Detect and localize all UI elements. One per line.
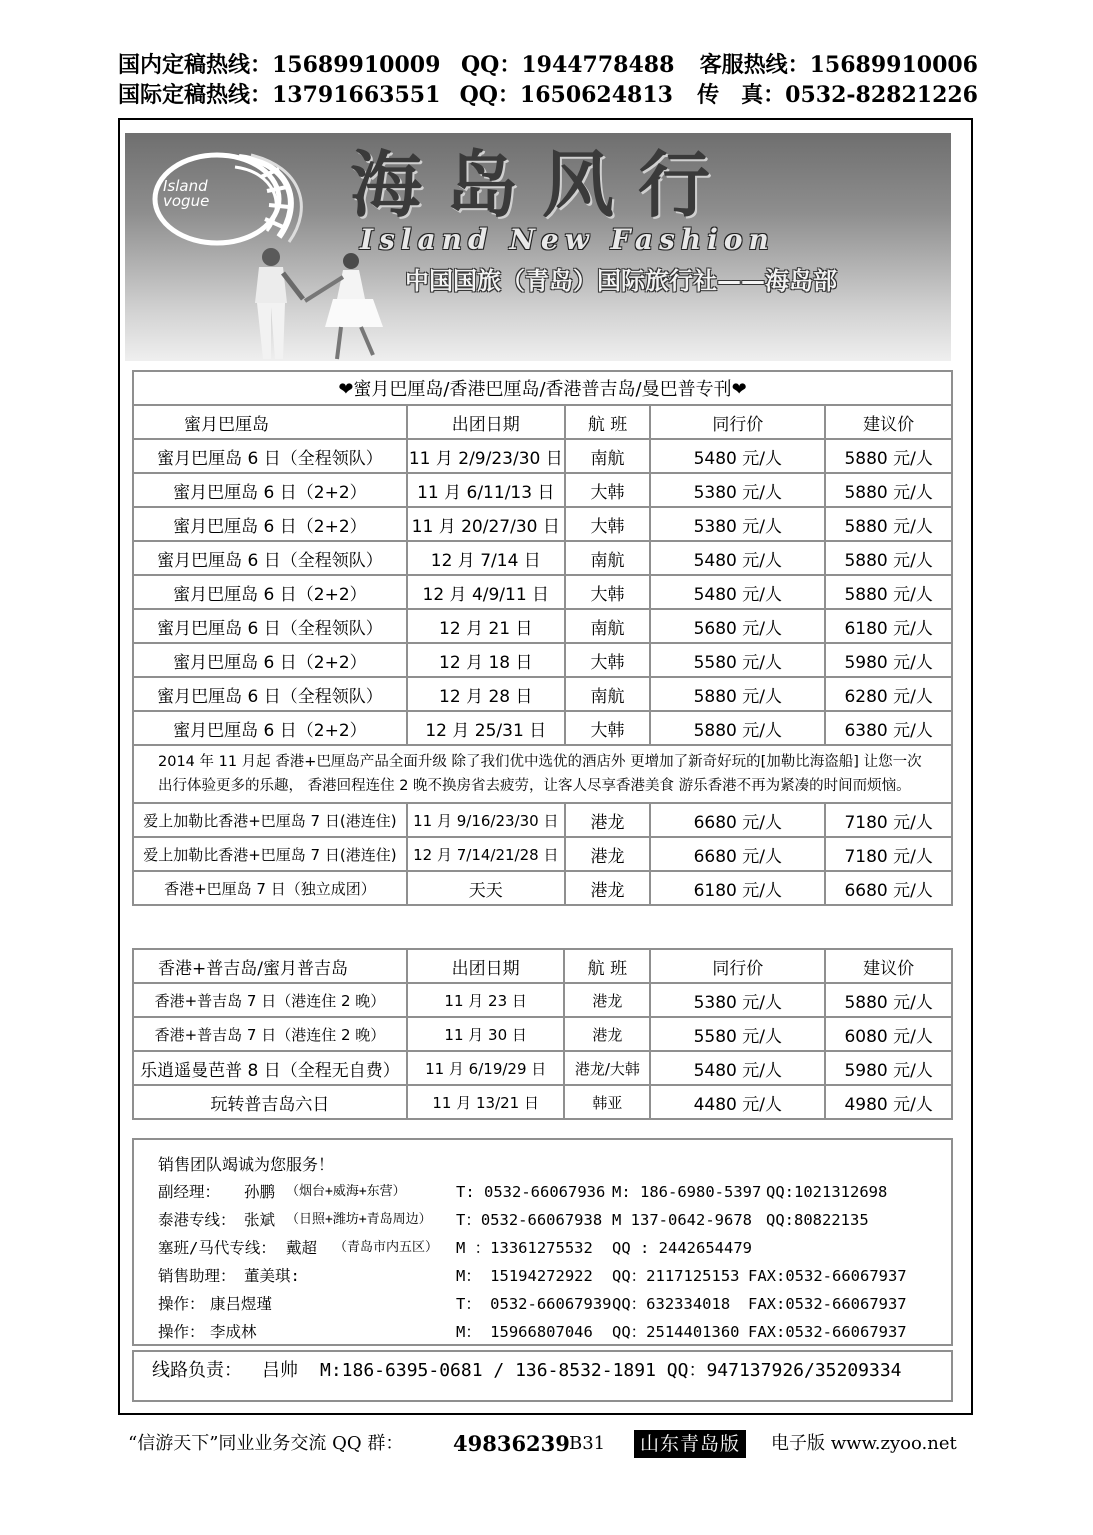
person-name: 董美琪: <box>244 1267 300 1285</box>
person-mobile: M 137-0642-9678 <box>612 1211 752 1229</box>
retail-price-cell: 7180 元/人 <box>825 837 952 871</box>
retail-price-cell: 5880 元/人 <box>825 983 952 1017</box>
route-cell: 爱上加勒比香港+巴厘岛 7 日(港连住) <box>133 837 407 871</box>
table-header-row <box>133 949 952 983</box>
agency-name: 中国国旅（青岛）国际旅行社——海岛部 <box>405 267 837 295</box>
date-cell: 11 月 20/27/30 日 <box>407 507 565 541</box>
trade-price-cell: 5480 元/人 <box>650 575 825 609</box>
person-mobile: QQ：2117125153 <box>612 1267 740 1285</box>
route-cell: 蜜月巴厘岛 6 日（全程领队） <box>133 677 407 711</box>
retail-price-cell: 7180 元/人 <box>825 803 952 837</box>
date-cell: 12 月 18 日 <box>407 643 565 677</box>
person-area: （日照+潍坊+青岛周边） <box>286 1212 432 1227</box>
flight-cell: 南航 <box>565 439 651 473</box>
route-cell: 乐逍遥曼芭普 8 日（全程无自费） <box>133 1051 407 1085</box>
table-row <box>133 1051 952 1085</box>
flight-cell: 南航 <box>565 541 651 575</box>
table-row <box>133 439 952 473</box>
date-cell: 12 月 7/14/21/28 日 <box>407 837 565 871</box>
retail-price-cell: 5880 元/人 <box>825 439 952 473</box>
domestic-qq: QQ：1944778488 <box>461 52 675 78</box>
person-mobile: QQ：2514401360 <box>612 1323 740 1341</box>
route-cell: 蜜月巴厘岛 6 日（2+2） <box>133 711 407 745</box>
trade-price-cell: 5880 元/人 <box>650 711 825 745</box>
international-hotline: 国际定稿热线：13791663551 <box>118 82 441 108</box>
header-date: 出团日期 <box>407 405 565 439</box>
footer-qq-group: 49836239 <box>453 1431 570 1456</box>
date-cell: 11 月 9/16/23/30 日 <box>407 803 565 837</box>
table-row <box>133 677 952 711</box>
retail-price-cell: 6380 元/人 <box>825 711 952 745</box>
table-row <box>133 473 952 507</box>
person-name: 李成林 <box>210 1323 257 1341</box>
table-header-row <box>133 405 952 439</box>
route-cell: 香港+普吉岛 7 日（港连住 2 晚） <box>133 1017 407 1051</box>
person-mobile: M: 186-6980-5397 <box>612 1183 762 1201</box>
retail-price-cell: 4980 元/人 <box>825 1085 952 1119</box>
person-phone: M ：13361275532 <box>456 1239 593 1257</box>
trade-price-cell: 5580 元/人 <box>650 643 825 677</box>
note-line-2: 出行体验更多的乐趣， 香港回程连住 2 晚不换房省去疲劳，让客人尽享香港美食 游乐香港不再为紧凑的时间而烦恼。 <box>158 778 911 794</box>
sales-team-box <box>132 1138 953 1346</box>
note-line-1: 2014 年 11 月起 香港+巴厘岛产品全面升级 除了我们优中选优的酒店外 更增加了新奇好玩的[加勒比海盗船] 让您一次 <box>158 754 922 770</box>
person-area: （烟台+威海+东营） <box>286 1184 406 1199</box>
route-cell: 蜜月巴厘岛 6 日（全程领队） <box>133 609 407 643</box>
person-phone: M： 15966807046 <box>456 1323 593 1341</box>
sales-person-row <box>134 1206 951 1234</box>
route-cell: 玩转普吉岛六日 <box>133 1085 407 1119</box>
person-qq: QQ:1021312698 <box>766 1183 888 1201</box>
route-cell: 香港+普吉岛 7 日（港连住 2 晚） <box>133 983 407 1017</box>
person-role: 副经理： <box>158 1183 221 1201</box>
footer-group-text: “信游天下”同业业务交流 QQ 群： <box>128 1433 404 1454</box>
retail-price-cell: 6680 元/人 <box>825 871 952 905</box>
retail-price-cell: 5880 元/人 <box>825 575 952 609</box>
table-row <box>133 871 952 905</box>
date-cell: 11 月 23 日 <box>407 983 565 1017</box>
header-date: 出团日期 <box>407 949 565 983</box>
header-trade-price: 同行价 <box>650 405 825 439</box>
retail-price-cell: 5980 元/人 <box>825 1051 952 1085</box>
flight-cell: 大韩 <box>565 473 651 507</box>
trade-price-cell: 5380 元/人 <box>650 473 825 507</box>
flight-cell: 港龙 <box>565 803 651 837</box>
bali-price-table <box>132 370 953 906</box>
route-cell: 蜜月巴厘岛 6 日（2+2） <box>133 643 407 677</box>
trade-price-cell: 5380 元/人 <box>650 507 825 541</box>
banner-subtitle-en: Island New Fashion <box>360 223 775 256</box>
person-name: 康吕煜瑾 <box>210 1295 273 1313</box>
table-row <box>133 575 952 609</box>
person-role: 泰港专线： <box>158 1211 236 1229</box>
header-retail-price: 建议价 <box>825 949 952 983</box>
retail-price-cell: 5880 元/人 <box>825 473 952 507</box>
beach-couple-image <box>233 243 393 361</box>
table-row <box>133 1017 952 1051</box>
table-row <box>133 643 952 677</box>
person-fax: FAX:0532-66067937 <box>748 1267 907 1285</box>
banner-title: 海岛风行 <box>350 143 735 227</box>
logo-line-1: Island <box>163 177 208 195</box>
upgrade-note <box>133 745 952 803</box>
trade-price-cell: 5880 元/人 <box>650 677 825 711</box>
sales-person-row <box>134 1290 951 1318</box>
flight-cell: 港龙 <box>564 1017 650 1051</box>
trade-price-cell: 6680 元/人 <box>650 803 825 837</box>
date-cell: 12 月 28 日 <box>407 677 565 711</box>
footer-edition-badge: 山东青岛版 <box>634 1430 746 1458</box>
hotline-row-domestic <box>118 50 978 80</box>
person-name: 孙鹏 <box>244 1183 276 1201</box>
date-cell: 12 月 21 日 <box>407 609 565 643</box>
header-route: 蜜月巴厘岛 <box>133 405 407 439</box>
trade-price-cell: 5480 元/人 <box>650 439 825 473</box>
person-name: 张斌 <box>244 1211 276 1229</box>
flight-cell: 大韩 <box>565 507 651 541</box>
route-cell: 蜜月巴厘岛 6 日（全程领队） <box>133 439 407 473</box>
sales-heading: 销售团队竭诚为您服务！ <box>158 1155 335 1174</box>
header-trade-price: 同行价 <box>650 949 825 983</box>
date-cell: 11 月 30 日 <box>407 1017 565 1051</box>
person-phone: T： 0532-66067939 <box>456 1295 612 1313</box>
domestic-hotline: 国内定稿热线：15689910009 <box>118 52 441 78</box>
note-row <box>133 745 952 803</box>
date-cell: 12 月 4/9/11 日 <box>407 575 565 609</box>
table-row <box>133 837 952 871</box>
trade-price-cell: 5680 元/人 <box>650 609 825 643</box>
flight-cell: 韩亚 <box>564 1085 650 1119</box>
sales-person-row <box>134 1234 951 1262</box>
hotline-row-international <box>118 80 978 110</box>
route-cell: 蜜月巴厘岛 6 日（2+2） <box>133 473 407 507</box>
header-flight: 航 班 <box>564 949 650 983</box>
date-cell: 11 月 6/11/13 日 <box>407 473 565 507</box>
flight-cell: 港龙 <box>564 983 650 1017</box>
retail-price-cell: 5880 元/人 <box>825 507 952 541</box>
date-cell: 11 月 13/21 日 <box>407 1085 565 1119</box>
person-phone: M： 15194272922 <box>456 1267 593 1285</box>
person-role: 销售助理： <box>158 1267 236 1285</box>
route-cell: 爱上加勒比香港+巴厘岛 7 日(港连住) <box>133 803 407 837</box>
retail-price-cell: 6280 元/人 <box>825 677 952 711</box>
route-manager-box <box>132 1350 953 1402</box>
flight-cell: 港龙 <box>565 837 651 871</box>
sales-person-row <box>134 1178 951 1206</box>
person-role: 操作： <box>158 1295 205 1313</box>
table-row <box>133 507 952 541</box>
trade-price-cell: 5380 元/人 <box>650 983 825 1017</box>
date-cell: 12 月 7/14 日 <box>407 541 565 575</box>
person-qq: QQ:80822135 <box>766 1211 869 1229</box>
sales-person-row <box>134 1318 951 1346</box>
flight-cell: 大韩 <box>565 711 651 745</box>
trade-price-cell: 5580 元/人 <box>650 1017 825 1051</box>
page-footer <box>128 1430 978 1458</box>
footer-page-number: B31 <box>569 1433 606 1454</box>
route-label: 线路负责： <box>152 1360 242 1381</box>
footer-website: 电子版 www.zyoo.net <box>771 1433 957 1454</box>
flight-cell: 南航 <box>565 677 651 711</box>
trade-price-cell: 6680 元/人 <box>650 837 825 871</box>
flight-cell: 港龙/大韩 <box>564 1051 650 1085</box>
person-mobile: QQ : 2442654479 <box>612 1239 752 1257</box>
sales-person-row <box>134 1262 951 1290</box>
route-cell: 蜜月巴厘岛 6 日（2+2） <box>133 507 407 541</box>
retail-price-cell: 6180 元/人 <box>825 609 952 643</box>
date-cell: 12 月 25/31 日 <box>407 711 565 745</box>
logo-line-2: vogue <box>163 192 210 210</box>
header-flight: 航 班 <box>565 405 651 439</box>
banner <box>125 133 951 361</box>
flight-cell: 港龙 <box>565 871 651 905</box>
phuket-price-table <box>132 948 953 1120</box>
date-cell: 天天 <box>407 871 565 905</box>
route-cell: 蜜月巴厘岛 6 日（2+2） <box>133 575 407 609</box>
person-role: 操作： <box>158 1323 205 1341</box>
retail-price-cell: 5880 元/人 <box>825 541 952 575</box>
person-area: （青岛市内五区） <box>334 1240 439 1255</box>
hotlines-header <box>118 50 978 110</box>
table-title-row <box>133 371 952 405</box>
table-row <box>133 609 952 643</box>
special-issue-title: ❤蜜月巴厘岛/香港巴厘岛/香港普吉岛/曼巴普专刊❤ <box>133 371 952 405</box>
table-row <box>133 541 952 575</box>
person-phone: T：0532-66067938 <box>456 1211 603 1229</box>
route-cell: 香港+巴厘岛 7 日（独立成团） <box>133 871 407 905</box>
trade-price-cell: 5480 元/人 <box>650 541 825 575</box>
person-mobile: QQ：632334018 <box>612 1295 731 1313</box>
route-manager-name: 吕帅 <box>262 1360 298 1381</box>
logo-text <box>163 179 209 209</box>
trade-price-cell: 6180 元/人 <box>650 871 825 905</box>
fax-line: 传 真：0532-82821226 <box>697 82 978 108</box>
service-hotline: 客服热线：15689910006 <box>699 52 978 78</box>
table-row <box>133 711 952 745</box>
date-cell: 11 月 6/19/29 日 <box>407 1051 565 1085</box>
date-cell: 11 月 2/9/23/30 日 <box>407 439 565 473</box>
flight-cell: 大韩 <box>565 575 651 609</box>
route-cell: 蜜月巴厘岛 6 日（全程领队） <box>133 541 407 575</box>
trade-price-cell: 5480 元/人 <box>650 1051 825 1085</box>
person-name: 戴超 <box>286 1239 318 1257</box>
person-fax: FAX:0532-66067937 <box>748 1323 907 1341</box>
header-route: 香港+普吉岛/蜜月普吉岛 <box>133 949 407 983</box>
person-role: 塞班/马代专线： <box>158 1239 276 1257</box>
retail-price-cell: 6080 元/人 <box>825 1017 952 1051</box>
table-row <box>133 1085 952 1119</box>
trade-price-cell: 4480 元/人 <box>650 1085 825 1119</box>
retail-price-cell: 5980 元/人 <box>825 643 952 677</box>
person-phone: T: 0532-66067936 <box>456 1183 606 1201</box>
table-row <box>133 803 952 837</box>
flight-cell: 南航 <box>565 609 651 643</box>
route-manager-contact: M:186-6395-0681 / 136-8532-1891 QQ：947137926/35209334 <box>320 1360 902 1381</box>
international-qq: QQ：1650624813 <box>459 82 673 108</box>
table-row <box>133 983 952 1017</box>
person-fax: FAX:0532-66067937 <box>748 1295 907 1313</box>
header-retail-price: 建议价 <box>825 405 952 439</box>
flight-cell: 大韩 <box>565 643 651 677</box>
